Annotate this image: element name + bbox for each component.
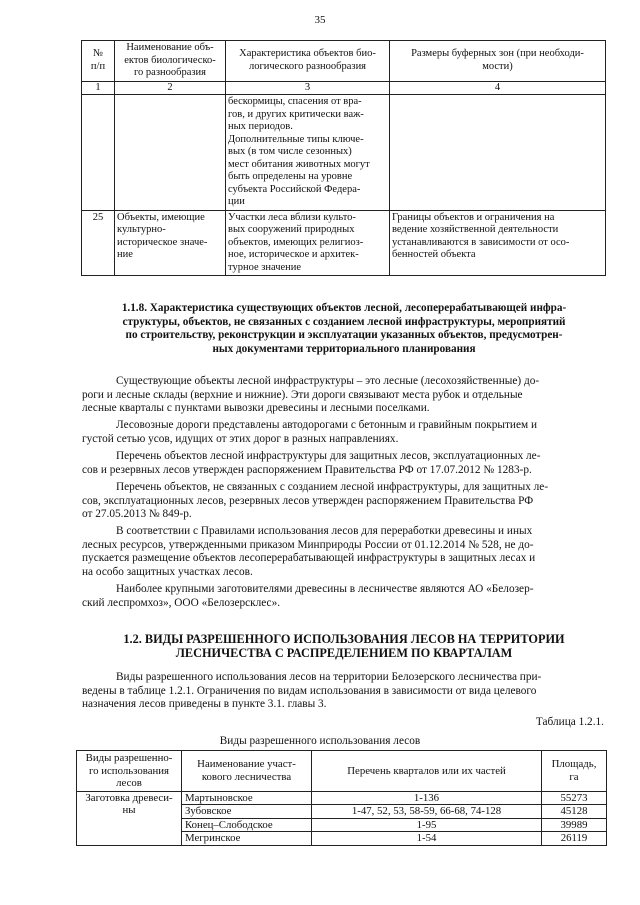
- forestry-cell: Конец–Слободское: [182, 818, 312, 832]
- header-name: Наименование объ- ектов биологическо- го разнообразия: [115, 41, 226, 82]
- header-use-type: Виды разрешенно- го использования лесов: [77, 751, 182, 792]
- object-name: Объекты, имеющие культурно- историческое значе- ние: [115, 210, 226, 276]
- table-cell: [82, 95, 115, 211]
- forestry-cell: Зубовское: [182, 805, 312, 819]
- permitted-use-table: [76, 750, 607, 846]
- header-forestry: Наименование участ- кового лесничества: [182, 751, 312, 792]
- table-cell: [115, 95, 226, 211]
- header-characteristic: Характеристика объектов био- логического разнообразия: [226, 41, 390, 82]
- paragraph: В соответствии с Правилами использования лесов для переработки древесины и иных лесных ресурсов, утвержденными приказом Минприроды России от 01.12.2014 № 528, не до- пускается размещение объектов лесоперерабатывающей инфраструктуры в защитных лесах и на особо защитных участках лесов.: [82, 525, 536, 578]
- paragraph: Существующие объекты лесной инфраструктуры – это лесные (лесохозяйственные) до- роги и лесные склады (верхние и нижние). Эти дороги связывают места рубок и отдельные лесные кварталы с пунктами вывозки древесины и лесными поселками.: [82, 375, 540, 415]
- use-type-cell: Заготовка древеси- ны: [77, 791, 182, 845]
- quarters-cell: 1-47, 52, 53, 58-59, 66-68, 74-128: [312, 805, 542, 819]
- table-row: [82, 95, 606, 211]
- quarters-cell: 1-95: [312, 818, 542, 832]
- biodiversity-table: [81, 40, 606, 276]
- header-area: Площадь, га: [542, 751, 607, 792]
- area-cell: 55273: [542, 791, 607, 805]
- object-characteristic: Участки леса вблизи культо- вых сооружений природных объектов, имеющих религиоз- ное, историческое и архитек- турное значение: [226, 210, 390, 276]
- header-quarters: Перечень кварталов или их частей: [312, 751, 542, 792]
- table-row: [82, 210, 606, 276]
- quarters-cell: 1-136: [312, 791, 542, 805]
- buffer-zone: Границы объектов и ограничения на ведение хозяйственной деятельности устанавливаются в зависимости от осо- бенностей объекта: [390, 210, 606, 276]
- paragraph: Наиболее крупными заготовителями древесины в лесничестве являются АО «Белозер- ский леспромхоз», ООО «Белозерсклес».: [82, 583, 534, 609]
- section-heading-12: 1.2. ВИДЫ РАЗРЕШЕННОГО ИСПОЛЬЗОВАНИЯ ЛЕСОВ НА ТЕРРИТОРИИ ЛЕСНИЧЕСТВА С РАСПРЕДЕЛЕНИЕМ ПО КВАРТАЛАМ: [123, 632, 565, 660]
- header-num: № п/п: [82, 41, 115, 82]
- area-cell: 39989: [542, 818, 607, 832]
- column-number-row: [82, 81, 606, 95]
- forestry-cell: Мартыновское: [182, 791, 312, 805]
- paragraph: Перечень объектов лесной инфраструктуры для защитных лесов, эксплуатационных ле- сов и резервных лесов утвержден распоряжением Правительства РФ от 17.07.2012 № 1283-р.: [82, 450, 541, 476]
- header-buffer: Размеры буферных зон (при необходи- мости): [390, 41, 606, 82]
- col-number: 2: [115, 81, 226, 95]
- row-number: 25: [82, 210, 115, 276]
- col-number: 1: [82, 81, 115, 95]
- table-cell: [390, 95, 606, 211]
- table-label: Таблица 1.2.1.: [535, 716, 604, 728]
- area-cell: 26119: [542, 832, 607, 846]
- area-cell: 45128: [542, 805, 607, 819]
- paragraph: Лесовозные дороги представлены автодорогами с бетонным и гравийным покрытием и густой сетью усов, идущих от этих дорог в разных направлениях.: [82, 419, 538, 445]
- table-header-row: [82, 41, 606, 82]
- page-number: 35: [314, 14, 326, 26]
- col-number: 3: [226, 81, 390, 95]
- quarters-cell: 1-54: [312, 832, 542, 846]
- table-row: [77, 791, 607, 805]
- col-number: 4: [390, 81, 606, 95]
- paragraph: Перечень объектов, не связанных с созданием лесной инфраструктуры, для защитных ле- сов, эксплуатационных лесов, резервных лесов утвержден распоряжением Правительства РФ от 27.05.2013 № 849-р.: [82, 481, 549, 521]
- continued-characteristic: бескормицы, спасения от вра- гов, и других критически важ- ных периодов. Дополнительные типы ключе- вых (в том числе сезонных) мест обитания животных могут быть определены на уровне субъекта Российской Федера- ции: [226, 95, 390, 211]
- table-title: Виды разрешенного использования лесов: [219, 735, 421, 747]
- paragraph: Виды разрешенного использования лесов на территории Белозерского лесничества при- ведены в таблице 1.2.1. Ограничения по видам использования в зависимости от вида целевого назначения лесов приведены в пункте 3.1. главы 3.: [82, 671, 542, 711]
- forestry-cell: Мегринское: [182, 832, 312, 846]
- section-heading-118: 1.1.8. Характеристика существующих объектов лесной, лесоперерабатывающей инфра- структуры, объектов, не связанных с созданием лесной инфраструктуры, мероприятий по строительству, реконструкции и эксплуатации указанных объектов, предусмотрен- ных документами территориального планирования: [121, 302, 567, 355]
- table-header-row: [77, 751, 607, 792]
